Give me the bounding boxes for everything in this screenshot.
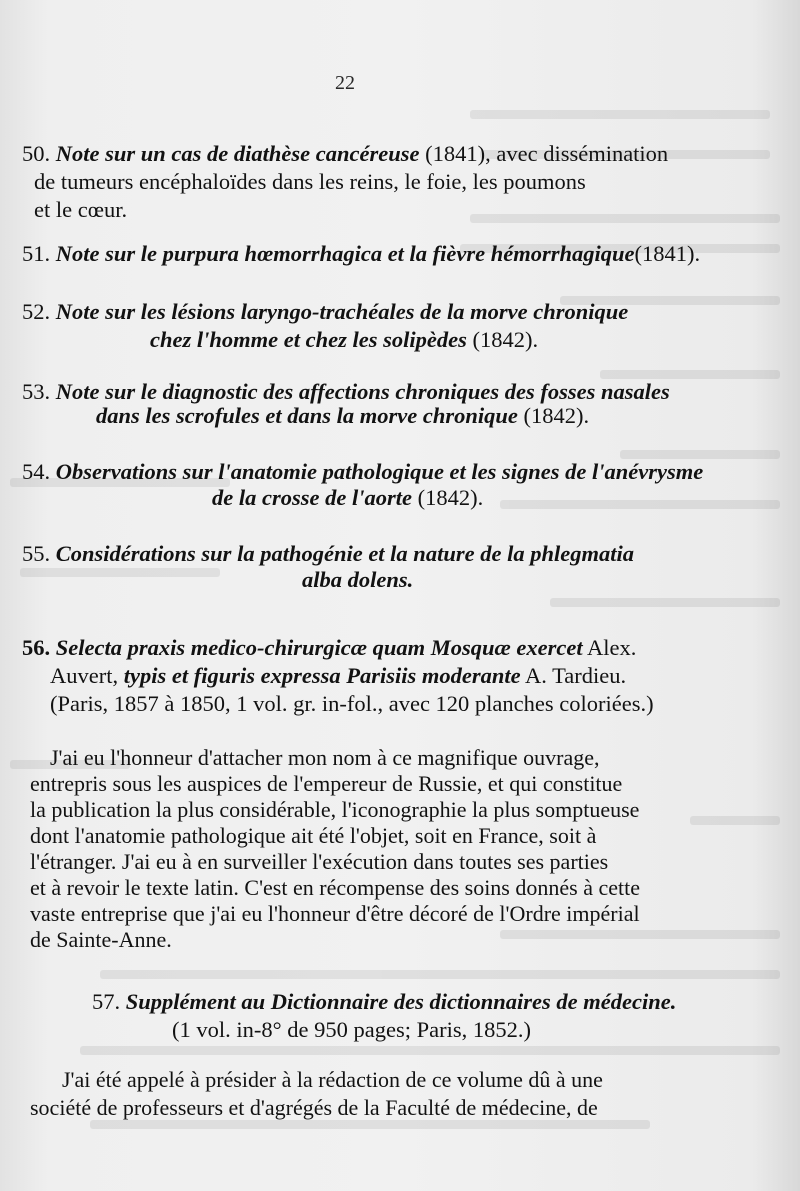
entry-title-cont: dans les scrofules et dans la morve chronique [96,403,518,428]
page-number: 22 [335,72,355,94]
entry-title-cont: alba dolens. [302,567,414,592]
entry-56-line-3: (Paris, 1857 à 1850, 1 vol. gr. in-fol., avec 120 planches coloriées.) [50,691,654,716]
entry-date: (1842). [411,485,484,510]
entry-53-line-2 [96,402,589,430]
entry-number: 50. [22,141,51,166]
entry-author: Alex. [582,635,637,660]
entry-title: Selecta praxis medico-chirurgicæ quam Mosquæ exercet [55,635,583,660]
entry-57-line-2: (1 vol. in-8° de 950 pages; Paris, 1852.) [172,1017,531,1042]
entry-54-line-2 [212,484,483,512]
entry-50-line-3: et le cœur. [34,197,128,222]
paragraph-56-line: et à revoir le texte latin. C'est en récompense des soins donnés à cette [30,875,640,900]
entry-number: 52. [22,299,51,324]
paragraph-56-line: vaste entreprise que j'ai eu l'honneur d'être décoré de l'Ordre impérial [30,901,640,926]
entry-title: Observations sur l'anatomie pathologique et les signes de l'anévrysme [55,459,704,484]
entry-number: 54. [22,459,51,484]
paragraph-56-line: la publication la plus considérable, l'iconographie la plus somptueuse [30,797,640,822]
entry-title: Note sur le purpura hœmorrhagica et la fièvre hémorrhagique [55,241,635,266]
entry-52-line-2 [150,326,538,354]
entry-title-cont: chez l'homme et chez les solipèdes [150,327,467,352]
entry-editor: A. Tardieu. [520,663,627,688]
entry-date: (1841), avec dissémination [419,141,669,166]
entry-date: (1842). [517,403,590,428]
entry-title-cont: typis et figuris expressa Parisiis moderante [123,663,521,688]
entry-title: Considérations sur la pathogénie et la nature de la phlegmatia [55,541,634,566]
entry-title: Note sur le diagnostic des affections chroniques des fosses nasales [55,379,670,404]
entry-54-line-1 [22,458,703,486]
entry-title: Note sur un cas de diathèse cancéreuse [55,141,420,166]
entry-number: 56. [22,635,51,660]
entry-56-line-1 [22,634,636,662]
paragraph-56-line: dont l'anatomie pathologique ait été l'objet, soit en France, soit à [30,823,597,848]
paragraph-57-line: société de professeurs et d'agrégés de la Faculté de médecine, de [30,1095,598,1120]
entry-50-line-1 [22,140,668,168]
entry-55-line-1 [22,540,634,568]
entry-55-line-2 [302,566,413,594]
entry-56-line-2 [50,662,626,690]
paragraph-56-line: J'ai eu l'honneur d'attacher mon nom à ce magnifique ouvrage, [50,745,600,770]
entry-title-cont: de la crosse de l'aorte [212,485,412,510]
entry-number: 55. [22,541,51,566]
entry-number: 57. [92,989,121,1014]
entry-52-line-1 [22,298,628,326]
paragraph-56-line: de Sainte-Anne. [30,927,172,952]
paragraph-57-line: J'ai été appelé à présider à la rédaction de ce volume dû à une [62,1067,603,1092]
entry-title: Supplément au Dictionnaire des dictionnaires de médecine. [125,989,677,1014]
entry-57-line-1 [92,988,676,1016]
entry-title: Note sur les lésions laryngo-trachéales de la morve chronique [55,299,629,324]
entry-date: (1842). [466,327,539,352]
entry-author: Auvert, [50,663,124,688]
paragraph-56-line: l'étranger. J'ai eu à en surveiller l'exécution dans toutes ses parties [30,849,609,874]
entry-51-line-1 [22,240,700,268]
entry-date: (1841). [634,241,701,266]
entry-number: 53. [22,379,51,404]
paragraph-56-line: entrepris sous les auspices de l'empereur de Russie, et qui constitue [30,771,623,796]
entry-number: 51. [22,241,51,266]
entry-50-line-2: de tumeurs encéphaloïdes dans les reins, le foie, les poumons [34,169,586,194]
